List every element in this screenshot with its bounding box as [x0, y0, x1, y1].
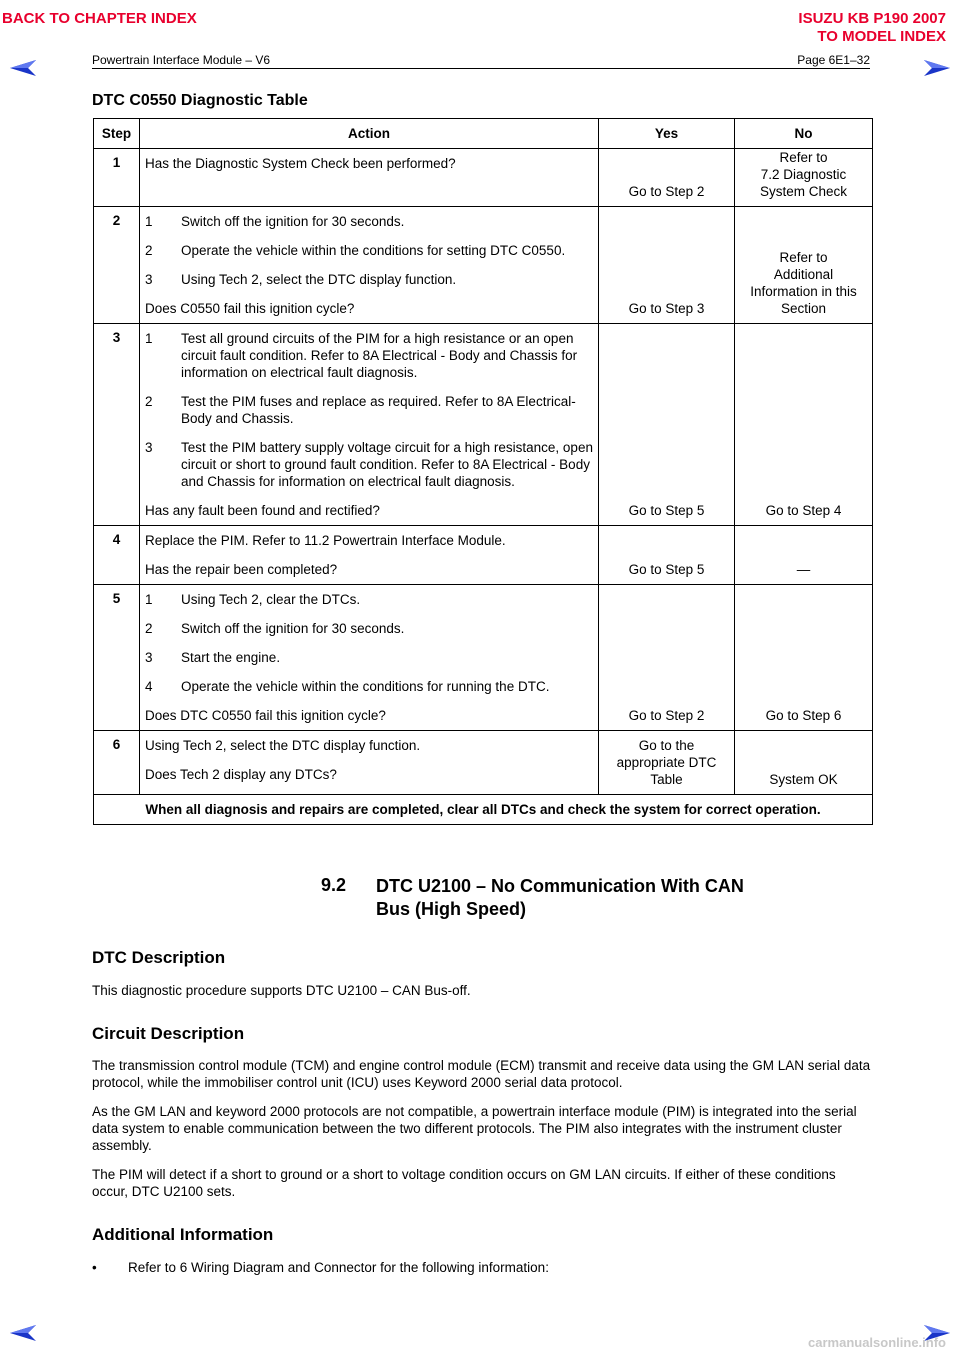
action-item — [145, 439, 594, 490]
no-cell — [735, 731, 873, 795]
action-item-text: Using Tech 2, select the DTC display function. — [145, 738, 421, 753]
action-item — [145, 330, 594, 381]
no-line: — — [796, 562, 811, 577]
model-link-line1[interactable]: ISUZU KB P190 2007 — [798, 10, 946, 27]
action-item-number: 3 — [145, 440, 153, 455]
table-footer-row — [94, 795, 873, 825]
no-cell — [735, 207, 873, 324]
no-line: Section — [780, 301, 827, 316]
yes-cell — [599, 149, 735, 207]
action-item — [145, 620, 594, 637]
yes-cell — [599, 585, 735, 731]
yes-line: appropriate DTC — [616, 755, 717, 770]
next-page-arrow-icon[interactable] — [922, 57, 952, 79]
header-rule — [92, 68, 870, 69]
no-line: Information in this — [750, 284, 857, 299]
running-header-left: Powertrain Interface Module – V6 — [92, 53, 271, 67]
action-question: Has any fault been found and rectified? — [145, 503, 380, 518]
yes-cell — [599, 207, 735, 324]
model-link-line2[interactable]: TO MODEL INDEX — [817, 28, 946, 45]
step-number: 1 — [94, 149, 140, 207]
yes-action-link: Go to Step 5 — [628, 562, 705, 577]
no-cell — [735, 526, 873, 585]
action-item-text: Test the PIM fuses and replace as required. Refer to 8A Electrical-Body and Chassis. — [181, 394, 576, 426]
column-header-action: Action — [140, 119, 599, 149]
action-item-text: Start the engine. — [181, 650, 281, 665]
action-item-number: 2 — [145, 621, 153, 636]
action-question: Does C0550 fail this ignition cycle? — [145, 301, 355, 316]
action-item — [145, 271, 594, 288]
table-row — [94, 526, 873, 585]
yes-line: Go to the — [638, 738, 695, 753]
page-number: Page 6E1–32 — [797, 53, 870, 67]
action-item — [145, 737, 594, 754]
no-line: 7.2 Diagnostic — [760, 167, 847, 182]
no-line: System OK — [769, 772, 838, 787]
section-number: 9.2 — [321, 875, 347, 895]
action-question: Does Tech 2 display any DTCs? — [145, 767, 337, 782]
model-index-link[interactable] — [798, 10, 946, 46]
no-line: System Check — [759, 184, 848, 199]
table-row — [94, 585, 873, 731]
column-header-yes: Yes — [599, 119, 735, 149]
action-item-text: Test all ground circuits of the PIM for a high resistance or an open circuit fault condition. Refer to 8A Electrical - Body and Chassis for information on electrical fault diagnosis. — [181, 331, 578, 380]
yes-cell — [599, 324, 735, 526]
no-line: Go to Step 6 — [765, 708, 842, 723]
action-cell — [140, 526, 599, 585]
action-item — [145, 591, 594, 608]
table-body — [94, 149, 873, 795]
action-item-text: Switch off the ignition for 30 seconds. — [181, 214, 405, 229]
table-header-row — [94, 119, 873, 149]
action-cell — [140, 207, 599, 324]
action-item — [145, 213, 594, 230]
action-item-text: Operate the vehicle within the conditions for running the DTC. — [181, 679, 550, 694]
watermark: carmanualsonline.info — [808, 1335, 946, 1350]
no-line: Refer to — [779, 250, 828, 265]
action-item-number: 1 — [145, 592, 153, 607]
no-line: Refer to — [779, 150, 828, 165]
yes-action-link: Go to Step 2 — [628, 184, 705, 199]
yes-action-link: Go to Step 2 — [628, 708, 705, 723]
no-cell — [735, 324, 873, 526]
action-item — [145, 393, 594, 427]
action-item-number: 3 — [145, 272, 153, 287]
yes-action-link: Go to Step 3 — [628, 301, 705, 316]
action-item-number: 4 — [145, 679, 153, 694]
column-header-step: Step — [94, 119, 140, 149]
action-cell — [140, 731, 599, 795]
yes-line: Table — [650, 772, 683, 787]
no-line: Go to Step 4 — [765, 503, 842, 518]
action-item-number: 1 — [145, 331, 153, 346]
action-item-number: 2 — [145, 243, 153, 258]
step-number: 6 — [94, 731, 140, 795]
yes-cell — [599, 731, 735, 795]
prev-page-arrow-icon[interactable] — [8, 57, 38, 79]
additional-information-heading: Additional Information — [92, 1225, 274, 1244]
circuit-description-paragraph-3: The PIM will detect if a short to ground or a short to voltage condition occurs on GM LAN circuits. If either of these conditions occur, DTC U2100 sets. — [92, 1167, 836, 1199]
no-line: Additional — [773, 267, 834, 282]
table-title: DTC C0550 Diagnostic Table — [92, 92, 308, 109]
action-item-number: 2 — [145, 394, 153, 409]
action-item — [145, 242, 594, 259]
action-item-text: Using Tech 2, clear the DTCs. — [181, 592, 361, 607]
step-number: 3 — [94, 324, 140, 526]
table-footer-note: When all diagnosis and repairs are completed, clear all DTCs and check the system for correct operation. — [94, 795, 873, 825]
action-item-text: Using Tech 2, select the DTC display function. — [181, 272, 457, 287]
action-cell — [140, 585, 599, 731]
additional-information-item[interactable]: Refer to 6 Wiring Diagram and Connector for the following information: — [128, 1260, 549, 1275]
section-title: DTC U2100 – No Communication With CAN Bus (High Speed) — [376, 876, 744, 919]
dtc-description-heading: DTC Description — [92, 948, 226, 967]
column-header-no: No — [735, 119, 873, 149]
action-item-text: Replace the PIM. Refer to 11.2 Powertrain Interface Module. — [145, 533, 506, 548]
prev-page-arrow-icon-bottom[interactable] — [8, 1322, 38, 1344]
action-question: Does DTC C0550 fail this ignition cycle? — [145, 708, 386, 723]
action-question: Has the repair been completed? — [145, 562, 338, 577]
no-cell — [735, 149, 873, 207]
table-row — [94, 149, 873, 207]
no-cell — [735, 585, 873, 731]
action-item-text: Switch off the ignition for 30 seconds. — [181, 621, 405, 636]
table-row — [94, 324, 873, 526]
step-number: 2 — [94, 207, 140, 324]
table-row — [94, 731, 873, 795]
circuit-description-paragraph-1: The transmission control module (TCM) and engine control module (ECM) transmit and receive data using the GM LAN serial data protocol, while the immobiliser control unit (ICU) uses Keyword 2000 serial data protocol. — [92, 1058, 871, 1090]
step-number: 4 — [94, 526, 140, 585]
action-item-number: 1 — [145, 214, 153, 229]
circuit-description-heading: Circuit Description — [92, 1024, 245, 1043]
action-item — [145, 532, 594, 549]
action-cell — [140, 149, 599, 207]
action-item — [145, 678, 594, 695]
back-to-chapter-index-link[interactable]: BACK TO CHAPTER INDEX — [2, 10, 197, 27]
diagnostic-table — [93, 118, 873, 825]
action-question: Has the Diagnostic System Check been performed? — [145, 156, 456, 171]
action-item — [145, 649, 594, 666]
action-item-text: Test the PIM battery supply voltage circuit for a high resistance, open circuit or short to ground fault condition. Refer to 8A Electrical - Body and Chassis for information on electrical fault diagnosis. — [181, 440, 593, 489]
circuit-description-paragraph-2: As the GM LAN and keyword 2000 protocols are not compatible, a powertrain interface module (PIM) is integrated into the serial data system to enable communication between the two different protocols. The PIM also integrates with the instrument cluster assembly. — [92, 1104, 857, 1153]
yes-action-link: Go to Step 5 — [628, 503, 705, 518]
bullet-icon: • — [92, 1260, 97, 1275]
dtc-description-text: This diagnostic procedure supports DTC U2100 – CAN Bus-off. — [92, 983, 471, 998]
action-cell — [140, 324, 599, 526]
step-number: 5 — [94, 585, 140, 731]
action-item-number: 3 — [145, 650, 153, 665]
action-item-text: Operate the vehicle within the conditions for setting DTC C0550. — [181, 243, 566, 258]
yes-cell — [599, 526, 735, 585]
table-row — [94, 207, 873, 324]
